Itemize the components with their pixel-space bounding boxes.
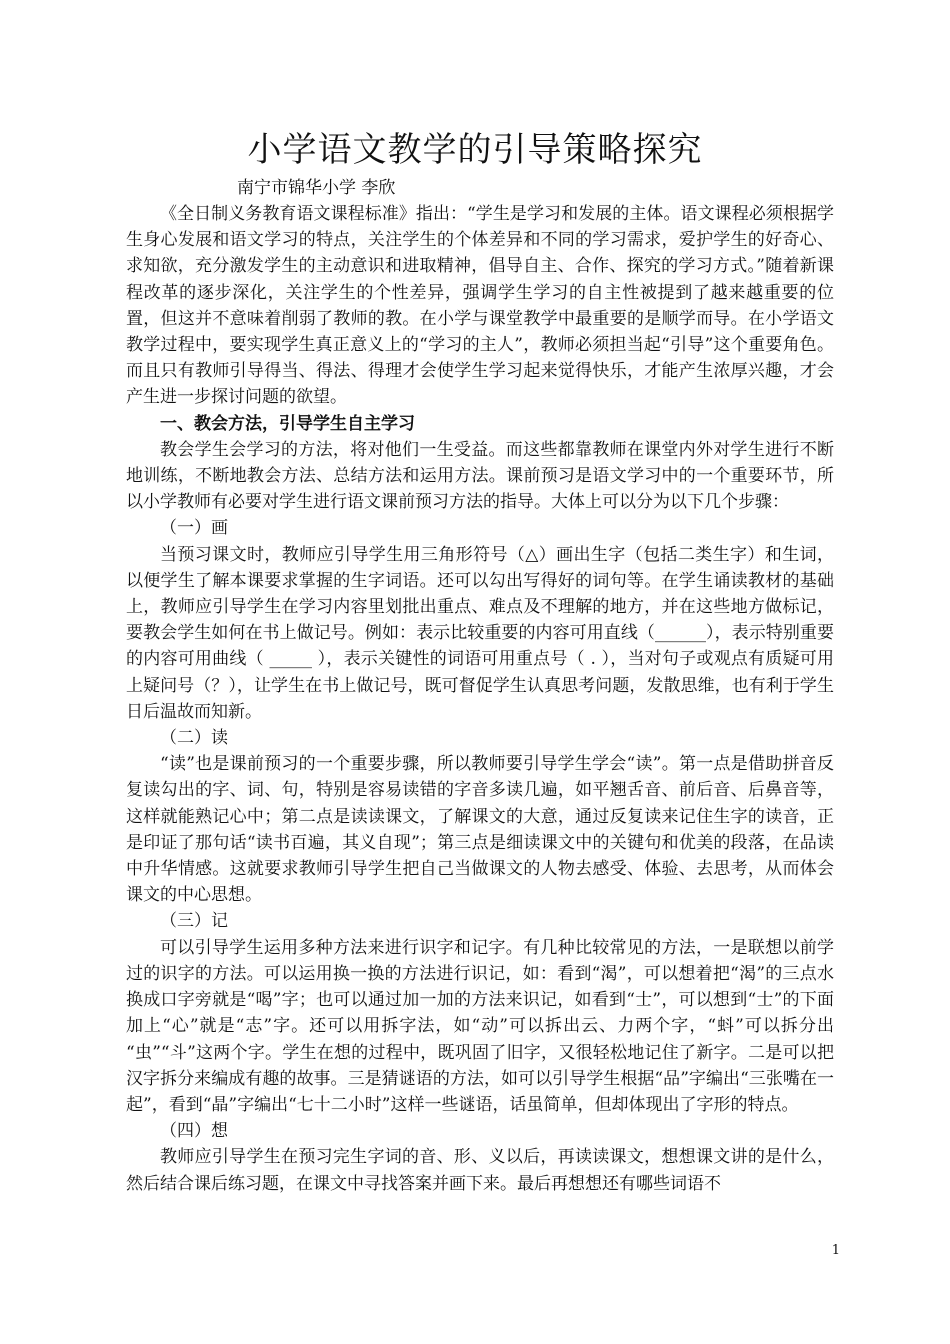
body-paragraph: 教会学生会学习的方法，将对他们一生受益。而这些都靠教师在课堂内外对学生进行不断地训练，不断地教会方法、总结方法和运用方法。课前预习是语文学习中的一个重要环节，所以小学教师有必要对学生进行语文课前预习方法的指导。大体上可以分为以下几个步骤： [126,439,834,513]
subsection-heading: （三）记 [160,911,228,932]
document-title: 小学语文教学的引导策略探究 [247,130,703,170]
body-paragraph: 教师应引导学生在预习完生字词的音、形、义以后，再读读课文，想想课文讲的是什么，然后结合课后练习题，在课文中寻找答案并画下来。最后再想想还有哪些词语不 [126,1147,834,1194]
section-heading: 一、教会方法，引导学生自主学习 [160,413,415,434]
subsection-heading: （二）读 [160,728,228,749]
body-paragraph: “读”也是课前预习的一个重要步骤，所以教师要引导学生学会“读”。第一点是借助拼音反复读勾出的字、词、句，特别是容易读错的字音多读几遍，如平翘舌音、前后音、后鼻音等，这样就能熟记心中；第二点是读读课文，了解课文的大意，通过反复读来记住生字的读音，正是印证了那句话“读书百遍，其义自现”；第三点是细读课文中的关键句和优美的段落，在品读中升华情感。这就要求教师引导学生把自己当做课文的人物去感受、体验、去思考，从而体会课文的中心思想。 [126,754,834,906]
author-line: 南宁市锦华小学 李欣 [237,178,396,198]
intro-paragraph: 《全日制义务教育语文课程标准》指出：“学生是学习和发展的主体。语文课程必须根据学生身心发展和语文学习的特点，关注学生的个体差异和不同的学习需求，爱护学生的好奇心、求知欲，充分激发学生的主动意识和进取精神，倡导自主、合作、探究的学习方式。”随着新课程改革的逐步深化，关注学生的个性差异，强调学生学习的自主性被提到了越来越重要的位置，但这并不意味着削弱了教师的教。在小学与课堂教学中最重要的是顺学而导。在小学语文教学过程中，要实现学生真正意义上的“学习的主人”，教师必须担当起“引导”这个重要角色。而且只有教师引导得当、得法、得理才会使学生学习起来觉得快乐，才能产生浓厚兴趣，才会产生进一步探讨问题的欲望。 [126,204,834,408]
body-paragraph: 可以引导学生运用多种方法来进行识字和记字。有几种比较常见的方法，一是联想以前学过的识字的方法。可以运用换一换的方法进行识记，如：看到“渴”，可以想着把“渴”的三点水换成口字旁就是“喝”字；也可以通过加一加的方法来识记，如看到“士”，可以想到“士”的下面加上“心”就是“志”字。还可以用拆字法，如“动”可以拆出云、力两个字，“蚪”可以拆分出 “虫”“斗”这两个字。学生在想的过程中，既巩固了旧字，又很轻松地记住了新字。二是可以把汉字拆分来编成有趣的故事。三是猜谜语的方法，如可以引导学生根据“品”字编出“三张嘴在一起”，看到“晶”字编出“七十二小时”这样一些谜语，话虽简单，但却体现出了字形的特点。 [126,937,834,1115]
subsection-heading: （一）画 [160,518,228,539]
body-paragraph: 当预习课文时，教师应引导学生用三角形符号（△）画出生字（包括二类生字）和生词，以便学生了解本课要求掌握的生字词语。还可以勾出写得好的词句等。在学生诵读教材的基础上，教师应引导学生在学习内容里划批出重点、难点及不理解的地方，并在这些地方做标记，要教会学生如何在书上做记号。例如：表示比较重要的内容可用直线（______），表示特别重要的内容可用曲线（ _____ ），表示关键性的词语可用重点号（ . ），当对句子或观点有质疑可用上疑问号（？），让学生在书上做记号，既可督促学生认真思考问题，发散思维，也有利于学生日后温故而知新。 [126,544,834,722]
page-number: 1 [831,1243,840,1258]
document-body [126,201,834,1197]
subsection-heading: （四）想 [160,1121,228,1142]
